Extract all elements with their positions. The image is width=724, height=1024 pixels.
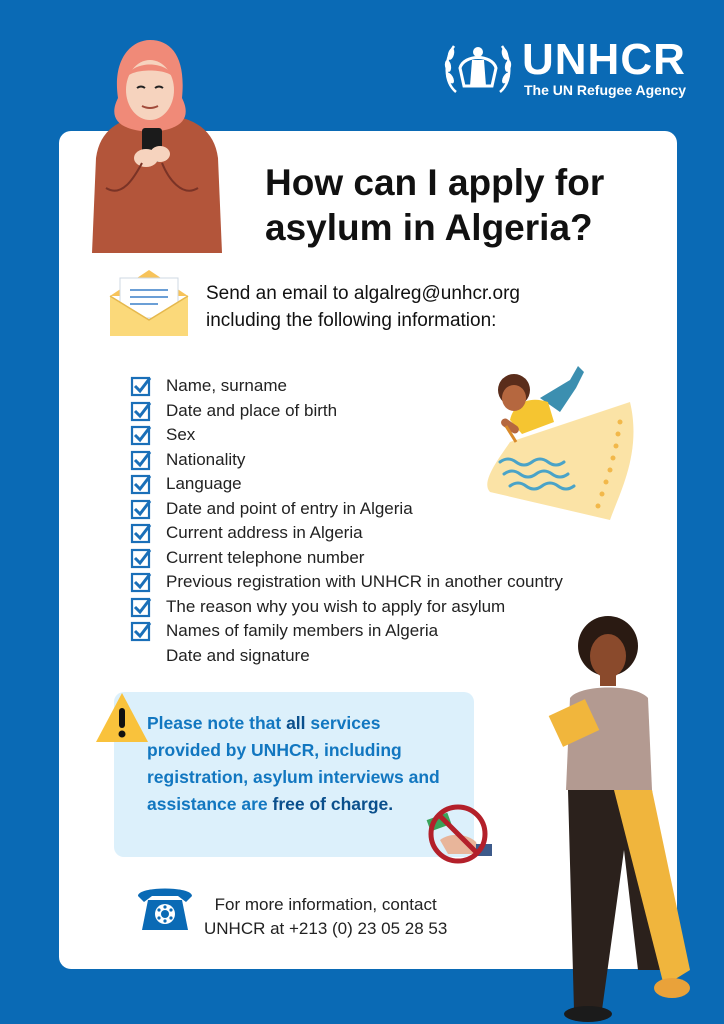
title-line-1: How can I apply for (265, 162, 605, 203)
list-item-label: Name, surname (166, 376, 287, 396)
list-item-label: Names of family members in Algeria (166, 621, 439, 641)
list-item (130, 619, 563, 644)
note-text (147, 710, 457, 818)
checkbox-icon (130, 400, 152, 422)
checkbox-icon (130, 449, 152, 471)
list-item-label: Nationality (166, 449, 246, 469)
list-item-label: Date and place of birth (166, 400, 338, 420)
note-bold-free: free of charge. (272, 794, 394, 814)
list-item (130, 546, 563, 571)
list-item (130, 644, 563, 669)
unhcr-emblem-icon (442, 38, 514, 98)
no-money-icon (420, 802, 496, 866)
contact-line-1: For more information, contact (214, 895, 437, 914)
envelope-icon (108, 268, 190, 340)
checkbox-icon (130, 596, 152, 618)
unhcr-logo (442, 36, 702, 102)
list-item (130, 570, 563, 595)
checkbox-icon (130, 424, 152, 446)
logo-subtitle: The UN Refugee Agency (524, 82, 687, 98)
list-item (130, 595, 563, 620)
checkbox-icon (130, 498, 152, 520)
list-item-label: Current address in Algeria (166, 523, 363, 543)
note-part-1: Please note that (147, 713, 287, 733)
checkbox-icon (130, 620, 152, 642)
telephone-icon (134, 882, 196, 934)
checkbox-icon (130, 375, 152, 397)
warning-icon (94, 690, 150, 746)
checkbox-icon (130, 522, 152, 544)
checkbox-spacer (130, 645, 152, 667)
checkbox-icon (130, 547, 152, 569)
email-line-2: including the following information: (206, 310, 497, 331)
logo-name: UNHCR (522, 35, 686, 84)
note-part-2: services provided by UNHCR, including registration, asylum interviews and assistance are (147, 713, 440, 814)
list-item-label: Language (166, 474, 242, 494)
contact-line-2: UNHCR at +213 (0) 23 05 28 53 (204, 919, 448, 938)
list-item-label: The reason why you wish to apply for asylum (166, 596, 506, 616)
note-bold-all: all (286, 713, 306, 733)
list-item-label: Current telephone number (166, 547, 365, 567)
checkbox-icon (130, 473, 152, 495)
list-item-label: Date and point of entry in Algeria (166, 498, 413, 518)
page-title (265, 160, 665, 250)
email-instruction (206, 280, 520, 334)
checkbox-icon (130, 571, 152, 593)
child-writing-illustration (470, 362, 645, 522)
list-item-label: Date and signature (166, 645, 310, 665)
title-line-2: asylum in Algeria? (265, 207, 593, 248)
list-item-label: Sex (166, 425, 196, 445)
man-with-notebook-illustration (540, 610, 690, 1024)
list-item (130, 521, 563, 546)
woman-with-phone-illustration (82, 38, 232, 253)
list-item-label: Previous registration with UNHCR in another country (166, 572, 563, 592)
contact-info (204, 893, 447, 941)
email-line-1: Send an email to algalreg@unhcr.org (206, 283, 520, 304)
